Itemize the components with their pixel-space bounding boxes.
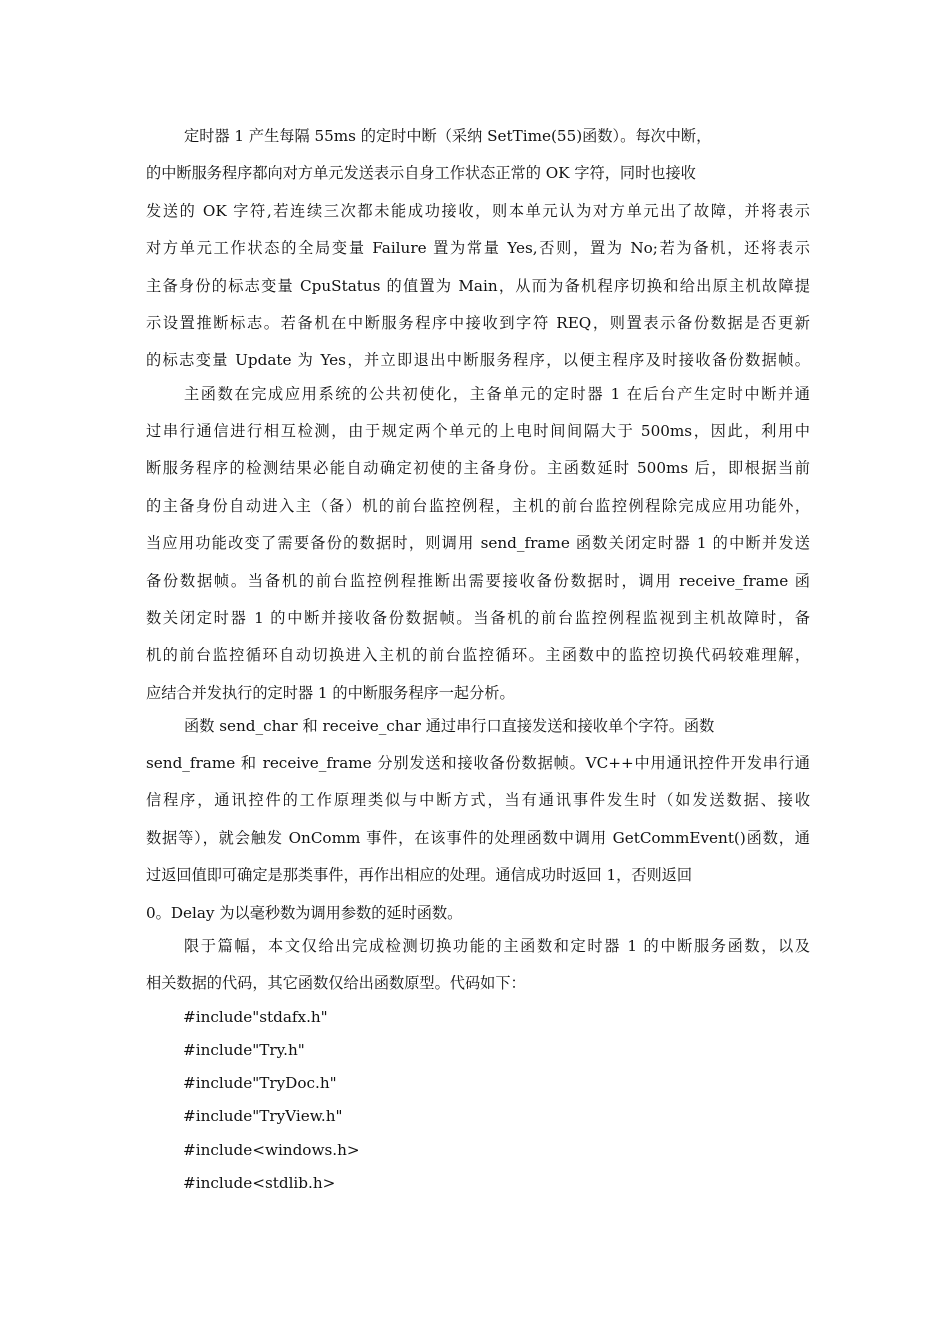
code-line: #include"Try.h" xyxy=(183,1041,305,1059)
text-line: 示设置推断标志。若备机在中断服务程序中接收到字符 REQ，则置表示备份数据是否更新 xyxy=(146,314,810,332)
text-line: 主函数在完成应用系统的公共初使化，主备单元的定时器 1 在后台产生定时中断并通 xyxy=(184,385,810,403)
text-line: 应结合并发执行的定时器 1 的中断服务程序一起分析。 xyxy=(146,684,515,702)
code-line: #include"stdafx.h" xyxy=(183,1008,328,1026)
code-line: #include<stdlib.h> xyxy=(183,1174,336,1192)
text-line: 主备身份的标志变量 CpuStatus 的值置为 Main，从而为备机程序切换和给出原主机故障提 xyxy=(146,277,810,295)
text-line: 的标志变量 Update 为 Yes，并立即退出中断服务程序，以便主程序及时接收备份数据帧。 xyxy=(146,351,810,369)
text-line: 断服务程序的检测结果必能自动确定初使的主备身份。主函数延时 500ms 后，即根据当前 xyxy=(146,459,810,477)
text-line: 备份数据帧。当备机的前台监控例程推断出需要接收备份数据时，调用 receive_frame 函 xyxy=(146,572,810,590)
text-line: 数关闭定时器 1 的中断并接收备份数据帧。当备机的前台监控例程监视到主机故障时，备 xyxy=(146,609,810,627)
text-line: 的主备身份自动进入主（备）机的前台监控例程，主机的前台监控例程除完成应用功能外， xyxy=(146,497,810,515)
text-line: 发送的 OK 字符,若连续三次都未能成功接收，则本单元认为对方单元出了故障，并将表示 xyxy=(146,202,810,220)
text-line: 限于篇幅，本文仅给出完成检测切换功能的主函数和定时器 1 的中断服务函数，以及 xyxy=(184,937,810,955)
text-line: 相关数据的代码，其它函数仅给出函数原型。代码如下： xyxy=(146,974,526,992)
text-line: send_frame 和 receive_frame 分别发送和接收备份数据帧。VC++中用通讯控件开发串行通 xyxy=(146,754,810,772)
text-line: 机的前台监控循环自动切换进入主机的前台监控循环。主函数中的监控切换代码较难理解， xyxy=(146,646,810,664)
text-line: 对方单元工作状态的全局变量 Failure 置为常量 Yes,否则，置为 No;若为备机，还将表示 xyxy=(146,239,810,257)
code-line: #include"TryView.h" xyxy=(183,1107,343,1125)
text-line: 定时器 1 产生每隔 55ms 的定时中断（采纳 SetTime(55)函数）。每次中断， xyxy=(184,127,712,145)
text-line: 0。Delay 为以毫秒数为调用参数的延时函数。 xyxy=(146,904,463,922)
code-line: #include<windows.h> xyxy=(183,1141,360,1159)
text-line: 数据等），就会触发 OnComm 事件，在该事件的处理函数中调用 GetCommEvent()函数，通 xyxy=(146,829,810,847)
code-line: #include"TryDoc.h" xyxy=(183,1074,337,1092)
text-line: 当应用功能改变了需要备份的数据时，则调用 send_frame 函数关闭定时器 1 的中断并发送 xyxy=(146,534,810,552)
text-line: 过串行通信进行相互检测，由于规定两个单元的上电时间间隔大于 500ms，因此，利用中 xyxy=(146,422,810,440)
text-line: 信程序，通讯控件的工作原理类似与中断方式，当有通讯事件发生时（如发送数据、接收 xyxy=(146,791,810,809)
text-line: 过返回值即可确定是那类事件，再作出相应的处理。通信成功时返回 1，否则返回 xyxy=(146,866,693,884)
text-line: 的中断服务程序都向对方单元发送表示自身工作状态正常的 OK 字符，同时也接收 xyxy=(146,164,696,182)
text-line: 函数 send_char 和 receive_char 通过串行口直接发送和接收单个字符。函数 xyxy=(184,717,715,735)
